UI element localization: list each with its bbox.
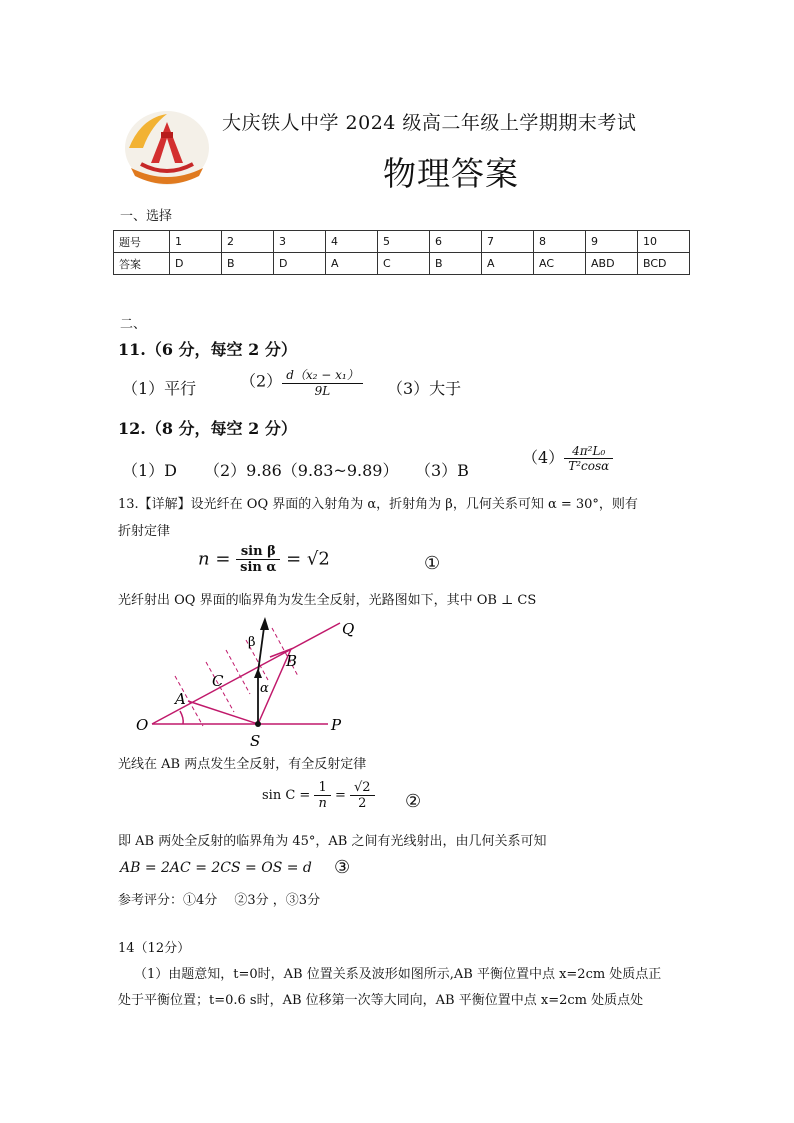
table-cell: BCD xyxy=(638,253,690,275)
table-cell: 10 xyxy=(638,231,690,253)
table-cell: 9 xyxy=(586,231,638,253)
q12-fraction xyxy=(564,444,613,473)
table-cell: A xyxy=(482,253,534,275)
q11-fraction xyxy=(282,366,363,398)
q13-line1: 13.【详解】设光纤在 OQ 界面的入射角为 α，折射角为 β，几何关系可知 α = 30°，则有 xyxy=(118,497,638,512)
table-cell: ABD xyxy=(586,253,638,275)
fraction-numerator: 1 xyxy=(314,780,330,796)
equation-fraction xyxy=(314,780,330,811)
table-row xyxy=(114,231,690,253)
table-cell: 3 xyxy=(274,231,326,253)
q11-heading: 11.（6 分，每空 2 分） xyxy=(118,340,297,359)
equation-2 xyxy=(262,780,375,811)
q12-part4-label: （4） xyxy=(522,448,565,467)
q14-line2: 处于平衡位置；t=0.6 s时，AB 位移第一次等大同向，AB 平衡位置中点 x=2cm 处质点处 xyxy=(118,993,644,1008)
angle-arc-o xyxy=(180,711,183,724)
q12-part4 xyxy=(522,444,613,473)
fraction-denominator: sin α xyxy=(240,560,277,575)
page-title: 物理答案 xyxy=(383,154,519,193)
label-s: S xyxy=(250,732,261,750)
fraction-numerator: 4π²L₀ xyxy=(564,444,613,459)
q12-part2: （2）9.86（9.83~9.89） xyxy=(204,461,399,480)
q14-heading: 14（12分） xyxy=(118,941,191,956)
q11-part2 xyxy=(240,366,363,398)
school-logo xyxy=(121,108,213,188)
equation-lhs: sin C = xyxy=(262,788,311,803)
q12-part1: （1）D xyxy=(122,461,178,480)
label-b: B xyxy=(286,652,298,670)
q13-line3: 光纤射出 OQ 界面的临界角为发生全反射，光路图如下，其中 OB ⊥ CS xyxy=(118,593,537,608)
fraction-numerator: sin β xyxy=(236,544,280,560)
label-beta: β xyxy=(248,635,256,650)
equation-3: AB = 2AC = 2CS = OS = d xyxy=(120,860,312,876)
q13-line5: 即 AB 两处全反射的临界角为 45°，AB 之间有光线射出，由几何关系可知 xyxy=(118,834,547,849)
label-alpha: α xyxy=(260,681,269,696)
arrowhead xyxy=(260,617,269,630)
q12-part3: （3）B xyxy=(415,461,469,480)
table-cell: D xyxy=(274,253,326,275)
label-c: C xyxy=(212,672,224,690)
fraction-numerator: d（x₂ − x₁） xyxy=(282,366,363,384)
table-cell: C xyxy=(378,253,430,275)
table-row xyxy=(114,253,690,275)
q12-heading: 12.（8 分，每空 2 分） xyxy=(118,419,297,438)
arrowhead xyxy=(254,668,262,678)
table-cell: 6 xyxy=(430,231,482,253)
fraction-denominator: T²cosα xyxy=(568,459,610,473)
q13-line4: 光线在 AB 两点发生全反射，有全反射定律 xyxy=(118,757,367,772)
equation-1 xyxy=(198,544,330,575)
equation-mark-2: ② xyxy=(405,791,422,812)
line-oq xyxy=(152,623,340,724)
q13-line2: 折射定律 xyxy=(118,524,171,539)
scoring-note: 参考评分：①4分 ②3分 ，③3分 xyxy=(118,893,321,908)
section2-label: 二、 xyxy=(120,317,147,332)
table-cell: B xyxy=(222,253,274,275)
label-q: Q xyxy=(342,620,355,638)
equation-mark-3: ③ xyxy=(334,857,351,878)
q11-part1: （1）平行 xyxy=(122,379,197,398)
equation-fraction xyxy=(350,780,375,811)
equation-lhs: n = xyxy=(198,548,231,570)
optical-path-diagram xyxy=(128,612,368,752)
fraction-denominator: 9L xyxy=(314,384,331,398)
school-exam-title: 大庆铁人中学 2024 级高二年级上学期期末考试 xyxy=(222,112,637,134)
table-cell: 7 xyxy=(482,231,534,253)
row-label: 答案 xyxy=(114,253,170,275)
table-cell: D xyxy=(170,253,222,275)
fraction-denominator: n xyxy=(318,796,327,811)
label-o: O xyxy=(136,716,149,734)
table-cell: A xyxy=(326,253,378,275)
label-a: A xyxy=(175,690,186,708)
fraction-denominator: 2 xyxy=(358,796,367,811)
table-cell: 4 xyxy=(326,231,378,253)
point-s xyxy=(255,721,261,727)
q11-part3: （3）大于 xyxy=(387,379,462,398)
table-cell: B xyxy=(430,253,482,275)
table-cell: AC xyxy=(534,253,586,275)
light-path xyxy=(188,649,291,724)
q14-line1: （1）由题意知，t=0时，AB 位置关系及波形如图所示,AB 平衡位置中点 x=2cm 处质点正 xyxy=(134,967,662,982)
table-cell: 2 xyxy=(222,231,274,253)
equation-mark-1: ① xyxy=(424,553,441,574)
table-cell: 5 xyxy=(378,231,430,253)
row-label: 题号 xyxy=(114,231,170,253)
equation-rhs: = √2 xyxy=(286,548,330,570)
answer-table xyxy=(113,230,690,275)
q11-part2-label: （2） xyxy=(240,371,283,391)
section1-label: 一、选择 xyxy=(120,209,173,224)
fraction-numerator: √2 xyxy=(350,780,375,796)
label-p: P xyxy=(331,716,342,734)
table-cell: 8 xyxy=(534,231,586,253)
equation-equals: = xyxy=(334,788,346,803)
equation-fraction xyxy=(236,544,280,575)
table-cell: 1 xyxy=(170,231,222,253)
